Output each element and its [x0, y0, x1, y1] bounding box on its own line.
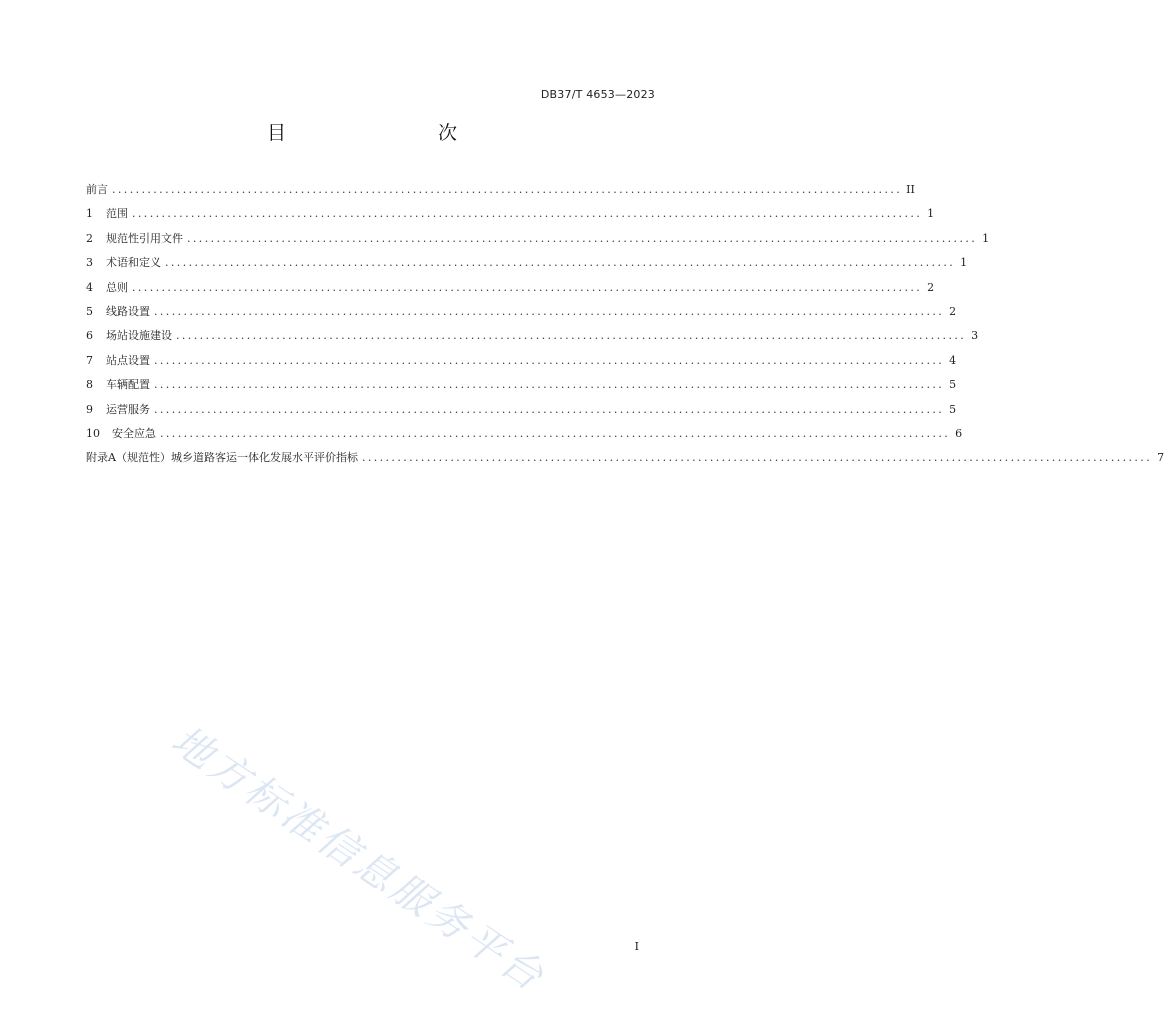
toc-item-label: 线路设置 [106, 304, 150, 318]
toc-item-general[interactable] [86, 279, 935, 303]
leader-dots: ...................................................................................................................................... [132, 280, 923, 294]
toc-item-number: 2 [86, 231, 93, 245]
toc-item-number: 5 [86, 304, 93, 318]
toc-item-page: 7 [1157, 451, 1164, 465]
toc-item-label: 范围 [106, 207, 128, 221]
toc-item-label: 运营服务 [106, 402, 150, 416]
toc-item-page: 1 [960, 256, 968, 270]
toc-item-number: 1 [86, 207, 93, 221]
toc-item-number: 10 [86, 426, 100, 440]
toc-item-number: 3 [86, 256, 93, 270]
toc-item-stop-setup[interactable] [86, 352, 957, 376]
document-code: DB37/T 4653—2023 [540, 88, 655, 101]
toc-item-normative-references[interactable] [86, 230, 990, 254]
leader-dots: ...................................................................................................................................... [361, 451, 1153, 465]
toc-item-label: 场站设施建设 [106, 329, 172, 343]
toc-item-page: 1 [927, 207, 935, 221]
leader-dots: ...................................................................................................................................... [154, 378, 945, 392]
toc-item-page: 5 [949, 378, 957, 392]
watermark: 地方标准信息服务平台 [163, 717, 554, 1002]
leader-dots: ...................................................................................................................................... [112, 183, 903, 196]
toc-item-scope[interactable] [86, 205, 935, 229]
toc-item-vehicle-config[interactable] [86, 376, 957, 400]
page-number: I [634, 940, 639, 953]
toc-appendix-prefix: 附录A（规范性） [86, 451, 171, 465]
toc-item-label: 安全应急 [112, 426, 156, 440]
leader-dots: ...................................................................................................................................... [187, 231, 978, 245]
leader-dots: ...................................................................................................................................... [154, 353, 945, 367]
leader-dots: ...................................................................................................................................... [176, 329, 967, 343]
toc-item-number: 9 [86, 402, 93, 416]
leader-dots: ...................................................................................................................................... [154, 402, 945, 416]
toc-title: 目 次 [266, 122, 495, 144]
table-of-contents [86, 181, 1164, 474]
toc-item-number: 8 [86, 378, 93, 392]
leader-dots: ...................................................................................................................................... [165, 256, 956, 270]
leader-dots: ...................................................................................................................................... [154, 304, 945, 318]
toc-item-route-setup[interactable] [86, 303, 957, 327]
toc-item-station-facilities[interactable] [86, 327, 979, 351]
toc-item-safety-emergency[interactable] [86, 425, 963, 449]
toc-item-label: 规范性引用文件 [106, 231, 183, 245]
leader-dots: ...................................................................................................................................... [160, 426, 951, 440]
toc-item-page: 2 [927, 280, 935, 294]
toc-item-appendix-a[interactable] [86, 449, 1164, 473]
toc-item-operation-service[interactable] [86, 401, 957, 425]
toc-item-label: 总则 [106, 280, 128, 294]
toc-item-label: 前言 [86, 183, 108, 196]
toc-item-number: 7 [86, 353, 93, 367]
leader-dots: ...................................................................................................................................... [132, 207, 923, 221]
toc-item-label: 术语和定义 [106, 256, 161, 270]
toc-item-number: 4 [86, 280, 93, 294]
toc-item-page: 4 [949, 353, 957, 367]
toc-item-page: 5 [949, 402, 957, 416]
toc-item-terms[interactable] [86, 254, 968, 278]
toc-item-number: 6 [86, 329, 93, 343]
toc-item-foreword[interactable] [86, 181, 915, 205]
toc-item-page: 1 [982, 231, 990, 245]
toc-item-page: 3 [971, 329, 979, 343]
toc-item-label: 城乡道路客运一体化发展水平评价指标 [170, 451, 358, 465]
toc-item-page: 2 [949, 304, 957, 318]
toc-item-label: 车辆配置 [106, 378, 150, 392]
toc-item-page: II [906, 183, 915, 196]
toc-item-label: 站点设置 [106, 353, 150, 367]
toc-item-page: 6 [955, 426, 963, 440]
